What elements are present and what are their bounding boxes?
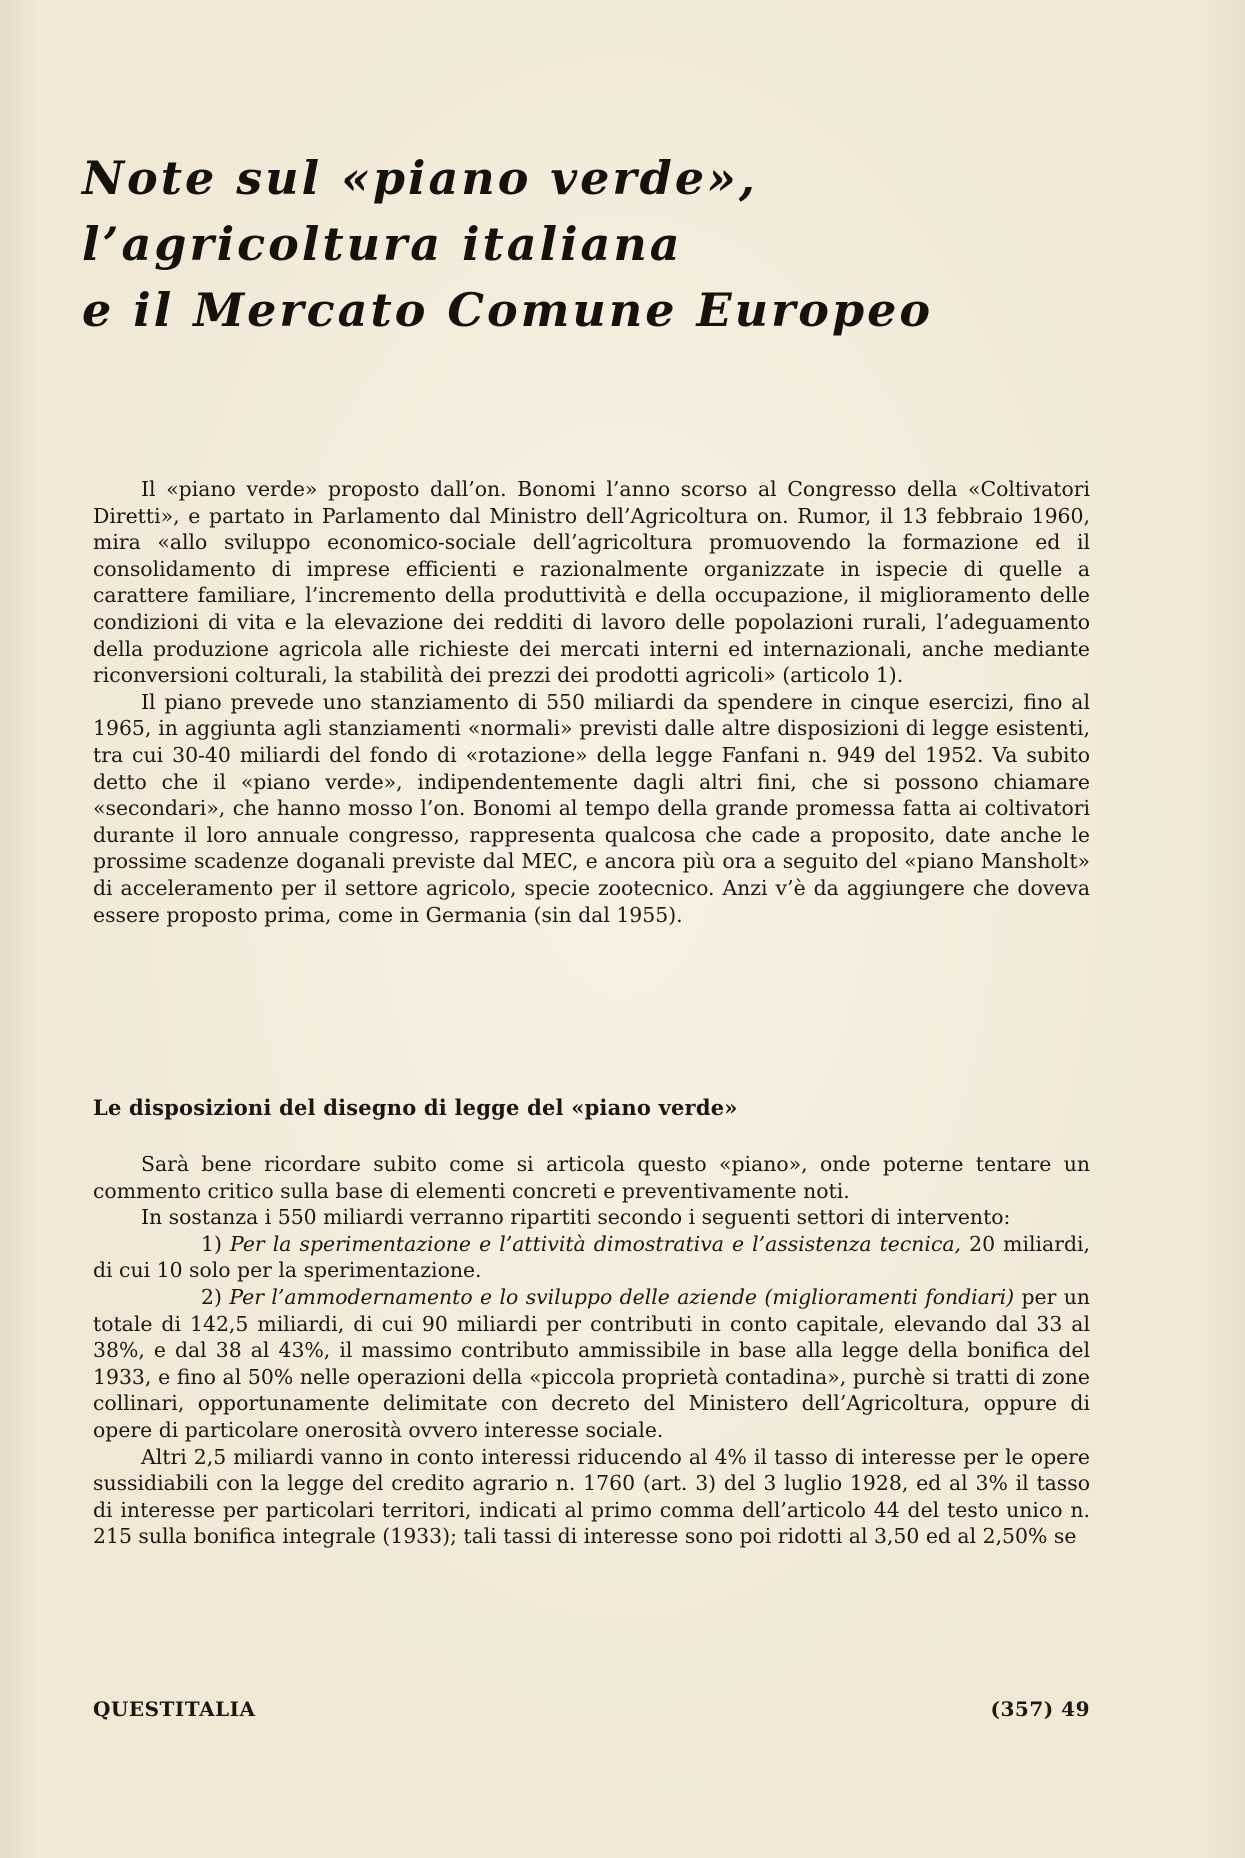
provisions-section xyxy=(93,1151,1090,1550)
list-item xyxy=(93,1231,1090,1284)
intro-section xyxy=(93,476,1090,928)
list-item-italic: Per l’ammodernamento e lo sviluppo delle aziende xyxy=(229,1284,758,1309)
title-line-1: Note sul «piano verde», xyxy=(82,151,758,205)
list-item-number: 2) xyxy=(201,1284,222,1309)
page-number: (357) 49 xyxy=(990,1697,1090,1721)
list-item-parenthetical: (miglioramenti fondiari) xyxy=(764,1284,1015,1309)
list-item-number: 1) xyxy=(201,1231,222,1256)
section-heading: Le disposizioni del disegno di legge del «piano verde» xyxy=(93,1095,738,1120)
list-item-text: 20 miliardi, di cui 10 solo per la sperimentazione. xyxy=(93,1231,1091,1283)
journal-name: QUESTITALIA xyxy=(93,1697,256,1721)
paragraph: In sostanza i 550 miliardi verranno ripartiti secondo i seguenti settori di intervento: xyxy=(141,1205,1011,1230)
paragraph: Sarà bene ricordare subito come si articola questo «piano», onde poterne tentare un commento critico sulla base di elementi concreti e preventivamente noti. xyxy=(93,1152,1090,1203)
page-footer xyxy=(93,1697,1090,1721)
paragraph: Il piano prevede uno stanziamento di 550 miliardi da spendere in cinque esercizi, fino al 1965, in aggiunta agli stanziamenti «normali» previsti dalle altre disposizioni di legge esistenti, tra cui 30-40 miliardi del fondo di «rotazione» della legge Fanfani n. 949 del 1952. Va subito detto che il «piano verde», indipendentemente dagli altri fini, che si possono chiamare «secondari», che hanno mosso l’on. Bonomi al tempo della grande promessa fatta ai coltivatori durante il loro annuale congresso, rappresenta qualcosa che cade a proposito, date anche le prossime scadenze doganali previste dal MEC, e ancora più ora a seguito del «piano Mansholt» di acceleramento per il settore agricolo, specie zootecnico. Anzi v’è da aggiungere che doveva essere proposto prima, come in Germania (sin dal 1955). xyxy=(93,689,1090,927)
paragraph: Altri 2,5 miliardi vanno in conto interessi riducendo al 4% il tasso di interesse per le opere sussidiabili con la legge del credito agrario n. 1760 (art. 3) del 3 luglio 1928, ed al 3% il tasso di interesse per particolari territori, indicati al primo comma dell’articolo 44 del testo unico n. 215 sulla bonifica integrale (1933); tali tassi di interesse sono poi ridotti al 3,50 ed al 2,50% se xyxy=(93,1444,1090,1549)
article-title xyxy=(82,145,1082,343)
list-item-text: per un totale di 142,5 miliardi, di cui 90 miliardi per contributi in conto capitale, elevando dal 33 al 38%, e dal 38 al 43%, il massimo contributo ammissibile in base alla legge della bonifica del 1933, e fino al 50% nelle operazioni della «piccola proprietà contadina», purchè si tratti di zone collinari, opportunamente delimitate con decreto del Ministero dell’Agricoltura, oppure di opere di particolare onerosità ovvero interesse sociale. xyxy=(93,1284,1091,1442)
list-item-italic: Per la sperimentazione e l’attività dimostrativa e l’assistenza tecnica, xyxy=(230,1231,962,1256)
title-line-2: l’agricoltura italiana xyxy=(82,217,683,271)
list-item xyxy=(93,1284,1090,1444)
paragraph: Il «piano verde» proposto dall’on. Bonomi l’anno scorso al Congresso della «Coltivatori Diretti», e partato in Parlamento dal Ministro dell’Agricoltura on. Rumor, il 13 febbraio 1960, mira «allo sviluppo economico-sociale dell’agricoltura promuovendo la formazione ed il consolidamento di imprese efficienti e razionalmente organizzate in ispecie di quelle a carattere familiare, l’incremento della produttività e della occupazione, il miglioramento delle condizioni di vita e la elevazione dei redditi di lavoro delle popolazioni rurali, l’adeguamento della produzione agricola alle richieste dei mercati interni ed internazionali, anche mediante riconversioni colturali, la stabilità dei prezzi dei prodotti agricoli» (articolo 1). xyxy=(93,477,1090,688)
title-line-3: e il Mercato Comune Europeo xyxy=(82,283,934,337)
